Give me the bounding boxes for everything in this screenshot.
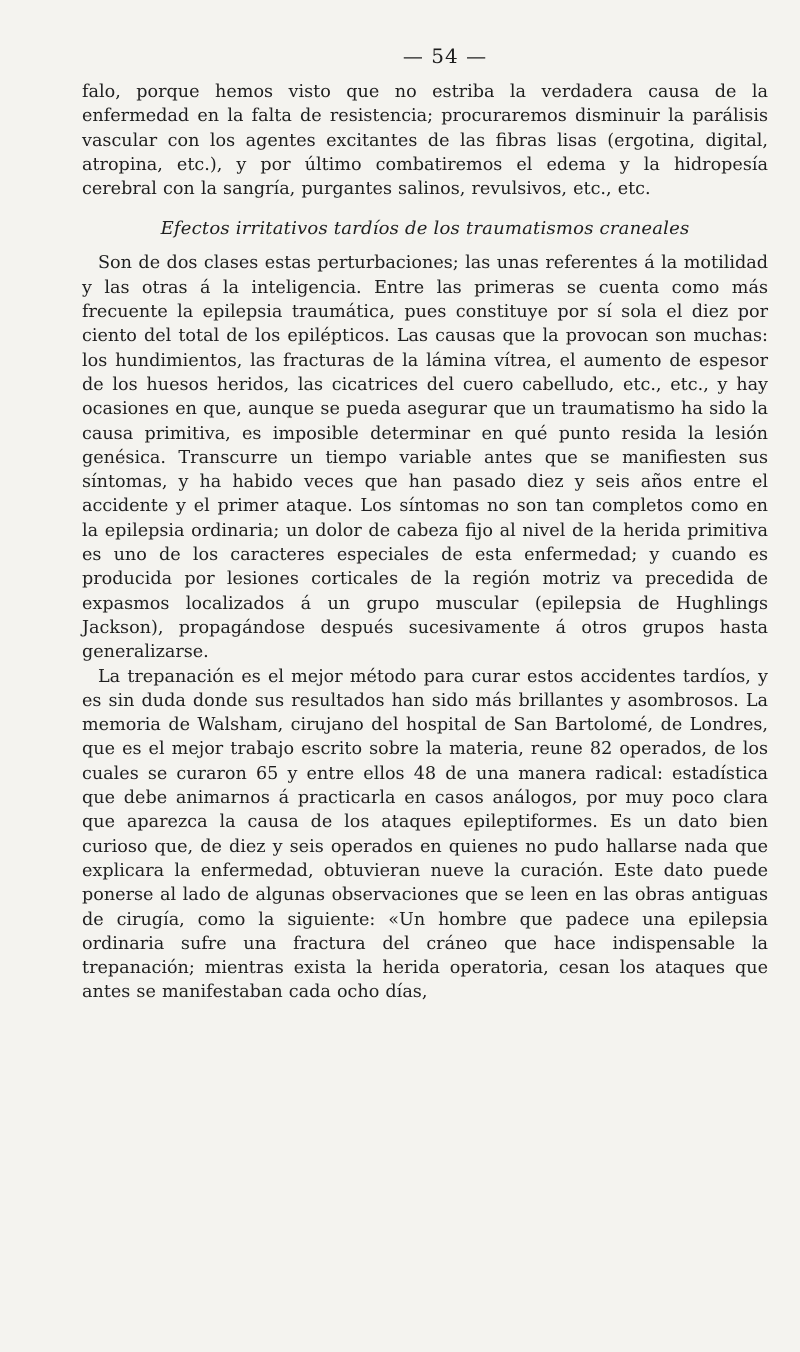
page-number: — 54 —: [402, 44, 488, 68]
paragraph-1: falo, porque hemos visto que no estriba la verdadera causa de la enfermedad en la falta de resistencia; procuraremos disminuir la parálisis vascular con los agentes excitantes de las fibras lisas (ergotina, digital, atropina, etc.), y por último combatiremos el edema y la hidropesía cerebral con la sangría, purgantes salinos, revulsivos, etc., etc.: [82, 82, 768, 200]
paragraph-2: Son de dos clases estas perturbaciones; las unas referentes á la motilidad y las otras á la inteligencia. Entre las primeras se cuenta como más frecuente la epilepsia traumática, pues constituye por sí sola el diez por ciento del total de los epilépticos. Las causas que la provocan son muchas: los hundimientos, las fracturas de la lámina vítrea, el aumento de espesor de los huesos heridos, las cicatrices del cuero cabelludo, etc., etc., y hay ocasiones en que, aunque se pueda asegurar que un traumatismo ha sido la causa primitiva, es imposible determinar en qué punto resida la lesión genésica. Transcurre un tiempo variable antes que se manifiesten sus síntomas, y ha habido veces que han pasado diez y seis años entre el accidente y el primer ataque. Los síntomas no son tan completos como en la epilepsia ordinaria; un dolor de cabeza fijo al nivel de la herida primitiva es uno de los caracteres especiales de esta enfermedad; y cuando es producida por lesiones corticales de la región motriz va precedida de expasmos localizados á un grupo muscular (epilepsia de Hughlings Jackson), propagándose después sucesivamente á otros grupos hasta generalizarse.: [82, 253, 768, 663]
section-title: Efectos irritativos tardíos de los traumatismos craneales: [160, 218, 690, 240]
paragraph-3: La trepanación es el mejor método para curar estos accidentes tardíos, y es sin duda donde sus resultados han sido más brillantes y asombrosos. La memoria de Walsham, cirujano del hospital de San Bartolomé, de Londres, que es el mejor trabajo escrito sobre la materia, reune 82 operados, de los cuales se curaron 65 y entre ellos 48 de una manera radical: estadística que debe animarnos á practicarla en casos análogos, por muy poco clara que aparezca la causa de los ataques epileptiformes. Es un dato bien curioso que, de diez y seis operados en quienes no pudo hallarse nada que explicara la enfermedad, obtuvieran nueve la curación. Este dato puede ponerse al lado de algunas observaciones que se leen en las obras antiguas de cirugía, como la siguiente: «Un hombre que padece una epilepsia ordinaria sufre una fractura del cráneo que hace indispensable la trepanación; mientras exista la herida operatoria, cesan los ataques que antes se manifestaban cada ocho días,: [82, 666, 768, 1003]
document-page: [82, 40, 768, 1005]
